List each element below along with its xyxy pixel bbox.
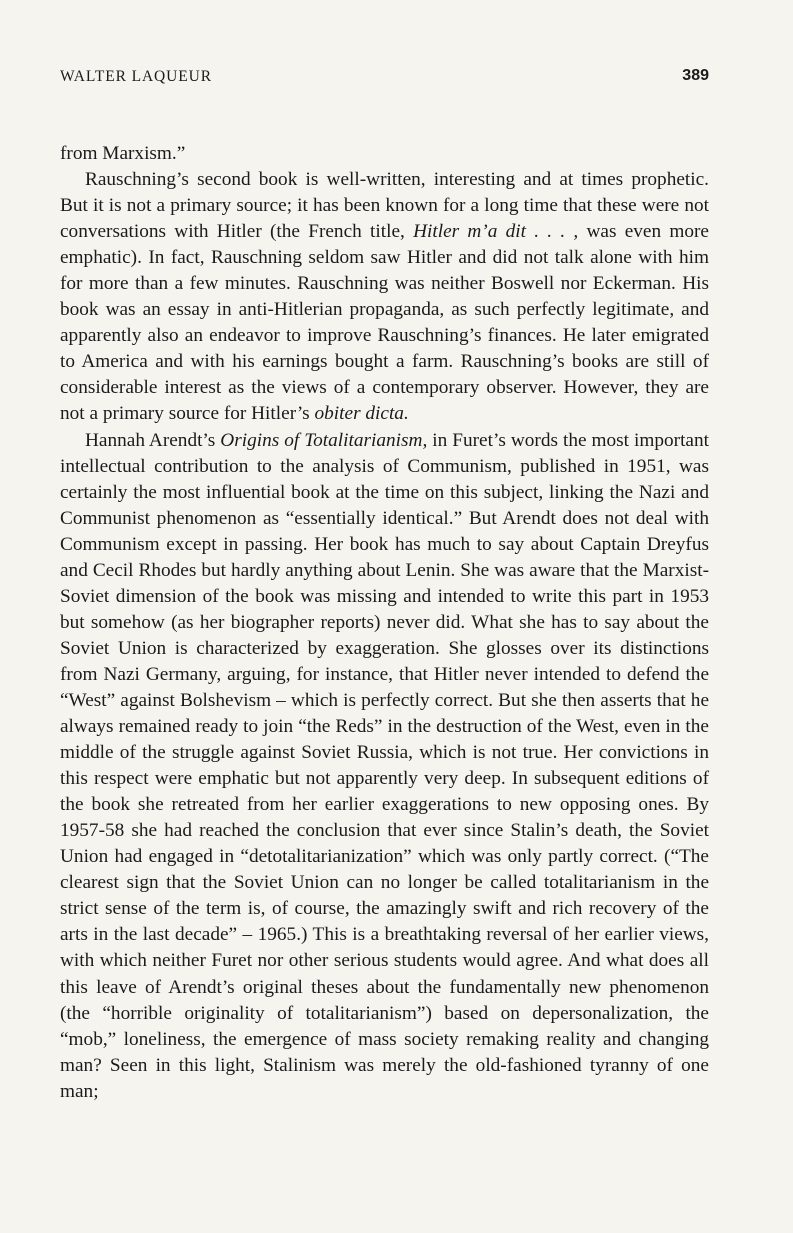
paragraph-2-text-a: Rauschning’s second book is well-written, interesting and at times prophetic. But it is not a primary source; it has been known for a long time that these were not conversations with Hitler (the French title, [60,169,709,243]
paragraph-2-italic-title: Hitler m’a dit . . . , [413,221,579,243]
paragraph-3-text-a: Hannah Arendt’s [85,429,221,451]
paragraph-1-text: from Marxism.” [60,143,186,164]
paragraph-2-italic-phrase: obiter dicta. [314,403,409,425]
paragraph-2-text-b: was even more emphatic). In fact, Rauschning seldom saw Hitler and did not talk alone with him for more than a few minutes. Rauschning was neither Boswell nor Eckerman. His book was an essay in anti-Hitlerian propaganda, as such perfectly legitimate, and apparently also an endeavor to improve Rauschning’s finances. He later emigrated to America and with his earnings bought a farm. Rauschning’s books are still of considerable interest as the views of a contemporary observer. However, they are not a primary source for Hitler’s [60,221,709,425]
paragraph-rauschning [60,167,709,427]
body-text [60,141,709,1105]
paragraph-3-text-b: in Furet’s words the most important intellectual contribution to the analysis of Communism, published in 1951, was certainly the most influential book at the time on this subject, linking the Nazi and Communist phenomenon as “essentially identical.” But Arendt does not deal with Communism except in passing. Her book has much to say about Captain Dreyfus and Cecil Rhodes but hardly anything about Lenin. She was aware that the Marxist-Soviet dimension of the book was missing and intended to write this part in 1953 but somehow (as her biographer reports) never did. What she has to say about the Soviet Union is characterized by exaggeration. She glosses over its distinctions from Nazi Germany, arguing, for instance, that Hitler never intended to defend the “West” against Bolshevism – which is perfectly correct. But she then asserts that he always remained ready to join “the Reds” in the destruction of the West, even in the middle of the struggle against Soviet Russia, which is not true. Her convictions in this respect were emphatic but not apparently very deep. In subsequent editions of the book she retreated from her earlier exaggerations to new opposing ones. By 1957-58 she had reached the conclusion that ever since Stalin’s death, the Soviet Union had engaged in “detotalitarianization” which was only partly correct. (“The clearest sign that the Soviet Union can no longer be called totalitarianism in the strict sense of the term is, of course, the amazingly swift and rich recovery of the arts in the last decade” – 1965.) This is a breathtaking reversal of her earlier views, with which neither Furet nor other serious students would agree. And what does all this leave of Arendt’s original theses about the fundamentally new phenomenon (the “horrible originality of totalitarianism”) based on depersonalization, the “mob,” loneliness, the emergence of mass society remaking reality and changing man? Seen in this light, Stalinism was merely the old-fashioned tyranny of one man; [60,429,709,1102]
page-number: 389 [682,67,709,84]
paragraph-continuation [60,141,709,167]
running-head-author: WALTER LAQUEUR [60,68,212,85]
paragraph-arendt [60,428,709,1105]
paragraph-3-italic-title: Origins of Totalitarianism, [220,429,428,451]
running-head [60,68,709,92]
